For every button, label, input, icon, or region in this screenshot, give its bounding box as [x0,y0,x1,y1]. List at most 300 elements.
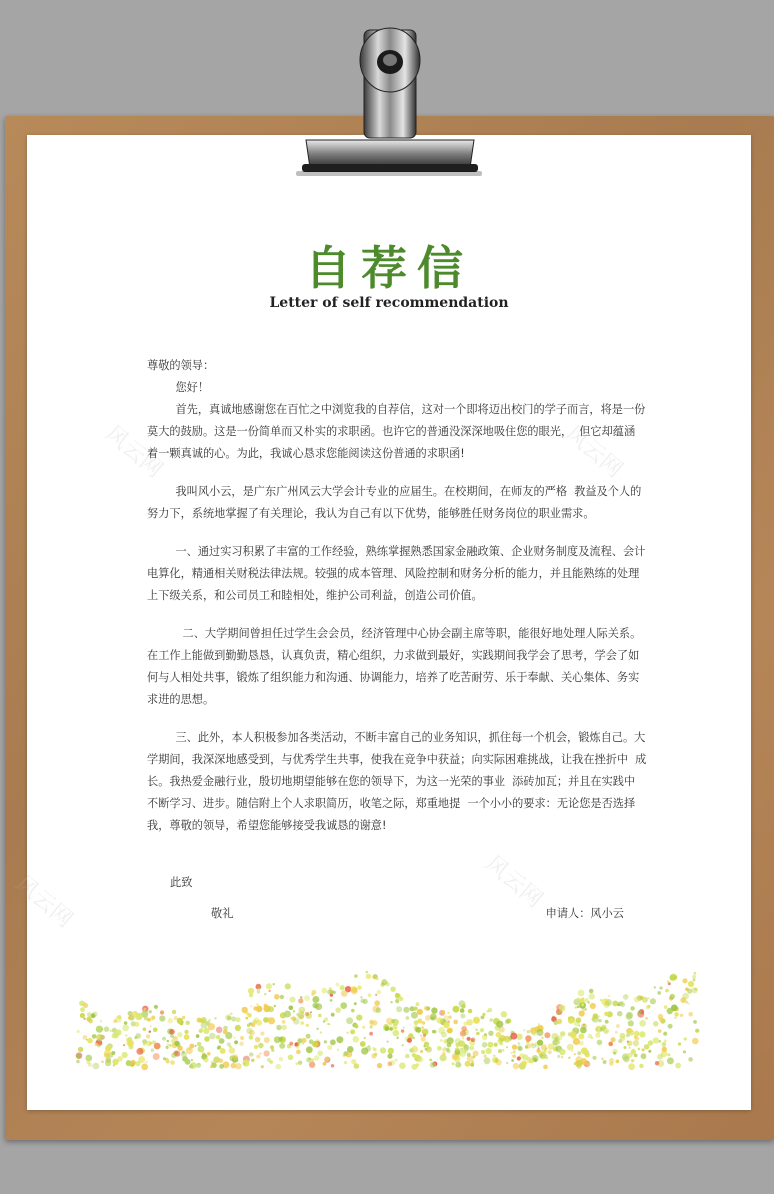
meadow-dot [395,1059,398,1062]
meadow-dot [312,996,319,1003]
meadow-dot [92,1034,97,1039]
meadow-dot [648,997,650,999]
meadow-dot [593,1013,599,1019]
meadow-dot [684,1037,687,1040]
meadow-dot [615,1031,618,1034]
meadow-dot [249,1030,255,1036]
meadow-dot [634,1031,640,1037]
meadow-dot [447,1028,452,1033]
meadow-dot [387,1041,389,1043]
meadow-dot [375,994,377,996]
meadow-dot [631,1059,634,1062]
meadow-dot [521,1061,527,1067]
meadow-dot [204,1058,209,1063]
meadow-dot [391,1001,393,1003]
meadow-dot [390,987,395,992]
meadow-dot [371,1053,376,1058]
meadow-dot [600,999,603,1002]
meadow-dot [169,1029,175,1035]
meadow-dot [124,1021,128,1025]
meadow-dot [537,1029,544,1036]
meadow-dot [490,1018,493,1021]
meadow-dot [403,1027,405,1029]
meadow-dot [467,1037,471,1041]
meadow-dot [306,1034,311,1039]
meadow-dot [111,1051,115,1055]
letter-line: 着一颗真诚的心。为此，我诚心恳求您能阅读这份普通的求职函! [147,447,465,460]
meadow-dot [347,1032,349,1034]
meadow-dot [368,1045,370,1047]
meadow-dot [306,1024,309,1027]
meadow-dot [553,1020,558,1025]
meadow-dot [571,1050,573,1052]
meadow-dot [634,996,640,1002]
meadow-dot [662,1047,667,1052]
meadow-dot [154,1005,158,1009]
meadow-dot [274,1005,276,1007]
meadow-dot [571,1033,577,1039]
meadow-dot [470,1061,474,1065]
meadow-dot [167,1043,170,1046]
meadow-dot [506,1046,508,1048]
meadow-dot [184,1030,188,1034]
meadow-dot [312,1041,318,1047]
meadow-dot [474,1018,480,1024]
meadow-dot [663,1032,667,1036]
meadow-dot [279,1043,285,1049]
title-chinese: 自荐信 [305,241,473,295]
meadow-dot [405,1054,410,1059]
meadow-dot [149,1031,151,1033]
meadow-dot [392,1019,399,1026]
meadow-dot [113,1064,115,1066]
meadow-dot [460,1014,465,1019]
meadow-dot [377,1063,382,1068]
meadow-dot [227,1042,231,1046]
meadow-dot [420,1035,422,1037]
meadow-dot [568,1018,574,1024]
meadow-dot [447,1012,449,1014]
meadow-dot [149,1010,152,1013]
meadow-dot [665,989,669,993]
meadow-dot [502,1049,505,1052]
meadow-dot [327,990,332,995]
meadow-dot [471,1038,476,1043]
meadow-dot [473,1051,479,1057]
meadow-dot [146,1034,150,1038]
meadow-dot [248,988,254,994]
letter-line: 电算化，精通相关财税法律法规。较强的成本管理、风险控制和财务分析的能力，并且能熟练的处理 [147,567,640,580]
meadow-dot [122,1025,129,1032]
meadow-dot [694,972,697,975]
meadow-dot [256,1054,260,1058]
meadow-dot [425,1048,428,1051]
meadow-dot [668,1024,673,1029]
meadow-dot [580,998,585,1003]
meadow-dot [578,990,585,997]
meadow-dot [617,1004,620,1007]
meadow-dot [363,999,368,1004]
meadow-dot [494,1058,498,1062]
meadow-dot [336,1036,343,1043]
meadow-dot [219,1038,225,1044]
meadow-dot [421,1037,426,1042]
meadow-dot [685,1001,688,1004]
meadow-dot [568,1057,570,1059]
meadow-dot [377,990,381,994]
meadow-dot [362,1026,365,1029]
meadow-dot [104,1053,110,1059]
meadow-dot [301,1038,306,1043]
meadow-dot [285,983,291,989]
meadow-dot [414,1054,418,1058]
meadow-dot [567,1044,574,1051]
meadow-dot [674,1017,676,1019]
meadow-dot [557,1055,560,1058]
meadow-dot [425,1015,431,1021]
meadow-dot [667,1057,674,1064]
meadow-dot [688,1012,693,1017]
meadow-dot [417,1056,423,1062]
meadow-dot [234,1040,238,1044]
meadow-dot [176,1043,181,1048]
meadow-dot [305,1012,309,1016]
meadow-dot [373,1048,377,1052]
meadow-dot [430,1014,437,1021]
meadow-dot [415,1027,421,1033]
closing-text: 此致 [170,876,193,889]
meadow-dot [557,1035,562,1040]
meadow-dot [171,1053,176,1058]
letter-line: 您好！ [147,381,210,394]
meadow-dot [101,1061,104,1064]
meadow-dot [416,1063,420,1067]
meadow-dot [96,1035,101,1040]
meadow-dot [282,1025,287,1030]
meadow-dot [340,1002,347,1009]
meadow-dot [122,1052,128,1058]
meadow-dot [537,1040,543,1046]
meadow-dot [143,1008,146,1011]
meadow-dot [268,1017,275,1024]
meadow-dot [424,1006,429,1011]
meadow-dot [559,1005,566,1012]
meadow-dot [611,1037,616,1042]
flower-meadow-decoration [78,967,698,1067]
meadow-dot [315,1003,322,1010]
meadow-dot [267,1058,271,1062]
meadow-dot [617,1011,623,1017]
meadow-dot [658,1029,662,1033]
meadow-dot [360,996,362,998]
meadow-dot [152,1040,156,1044]
meadow-dot [511,1059,514,1062]
meadow-dot [128,1016,132,1020]
meadow-dot [288,1055,294,1061]
meadow-dot [280,995,284,999]
watermark: 风云网 [480,851,548,913]
meadow-dot [688,981,694,987]
meadow-dot [587,1001,589,1003]
meadow-dot [577,1006,580,1009]
meadow-dot [459,1050,466,1057]
meadow-dot [612,1001,618,1007]
meadow-dot [276,1025,282,1031]
meadow-dot [274,994,280,1000]
meadow-dot [387,1054,392,1059]
meadow-dot [420,1050,423,1053]
letter-line: 不断学习、进步。随信附上个人求职简历，收笔之际，郑重地提 一个小小的要求：无论您是否选择 [147,797,636,810]
meadow-dot [460,1031,466,1037]
meadow-dot [510,1033,517,1040]
meadow-dot [143,1043,146,1046]
meadow-dot [414,1007,418,1011]
meadow-dot [577,1060,583,1066]
meadow-dot [407,1038,412,1043]
meadow-dot [278,1037,282,1041]
meadow-dot [236,1017,241,1022]
meadow-dot [234,1037,236,1039]
letter-line: 学期间，我深深地感受到，与优秀学生共事，使我在竞争中获益；向实际困难挑战，让我在挫折中 成 [147,753,647,766]
meadow-dot [585,1008,587,1010]
meadow-dot [298,998,303,1003]
meadow-dot [104,1026,110,1032]
meadow-dot [254,1045,258,1049]
meadow-dot [695,1029,699,1033]
meadow-dot [141,1064,148,1071]
meadow-dot [608,1042,613,1047]
meadow-dot [559,1049,565,1055]
meadow-dot [83,1018,85,1020]
meadow-dot [351,988,358,995]
meadow-dot [306,1057,311,1062]
meadow-dot [595,1033,600,1038]
meadow-dot [182,1051,185,1054]
meadow-dot [366,971,369,974]
meadow-dot [244,1063,246,1065]
meadow-dot [293,1010,295,1012]
meadow-dot [296,1050,301,1055]
meadow-dot [525,1035,531,1041]
meadow-dot [113,1032,119,1038]
meadow-dot [627,1041,629,1043]
meadow-dot [207,1052,211,1056]
meadow-dot [249,1052,253,1056]
meadow-dot [149,1042,152,1045]
meadow-dot [256,1020,262,1026]
meadow-dot [659,986,662,989]
meadow-dot [209,1033,216,1040]
meadow-dot [609,1062,613,1066]
meadow-dot [220,1048,226,1054]
meadow-dot [578,1033,584,1039]
meadow-dot [432,1030,436,1034]
meadow-dot [249,1022,252,1025]
meadow-dot [682,993,689,1000]
meadow-dot [605,1020,609,1024]
meadow-dot [613,1052,616,1055]
meadow-dot [80,1007,85,1012]
meadow-dot [316,1028,319,1031]
meadow-dot [396,1037,399,1040]
meadow-dot [531,1043,533,1045]
meadow-dot [138,1056,145,1063]
meadow-dot [460,1008,465,1013]
meadow-dot [271,1049,274,1052]
meadow-dot [346,1017,353,1024]
meadow-dot [437,1046,442,1051]
meadow-dot [580,1027,587,1034]
meadow-dot [602,998,609,1005]
meadow-dot [583,1024,586,1027]
meadow-dot [585,1053,590,1058]
meadow-dot [390,1027,393,1030]
meadow-dot [664,1005,668,1009]
meadow-dot [628,1063,635,1070]
meadow-dot [414,1020,419,1025]
salute-text: 敬礼 [211,907,234,920]
meadow-dot [216,1035,220,1039]
meadow-dot [255,1037,261,1043]
meadow-dot [300,1021,304,1025]
meadow-dot [687,989,692,994]
meadow-dot [463,1022,467,1026]
meadow-dot [368,994,372,998]
meadow-dot [453,1006,460,1013]
meadow-dot [616,1060,620,1064]
meadow-dot [650,998,656,1004]
meadow-dot [403,1007,409,1013]
meadow-dot [635,1036,640,1041]
meadow-dot [460,1048,463,1051]
meadow-dot [268,990,270,992]
meadow-dot [393,1030,400,1037]
meadow-dot [197,1042,202,1047]
meadow-dot [628,1020,634,1026]
meadow-dot [347,1046,354,1053]
meadow-dot [311,1059,314,1062]
meadow-dot [366,974,371,979]
meadow-dot [462,1037,464,1039]
meadow-dot [117,1056,122,1061]
meadow-dot [388,1062,393,1067]
meadow-dot [218,1045,222,1049]
meadow-dot [324,1040,327,1043]
meadow-dot [170,1034,174,1038]
meadow-dot [482,1035,487,1040]
meadow-dot [240,1036,244,1040]
meadow-dot [538,1047,540,1049]
meadow-dot [106,1046,109,1049]
meadow-dot [480,1028,484,1032]
meadow-dot [145,1061,148,1064]
meadow-dot [350,1029,355,1034]
meadow-dot [330,1039,336,1045]
meadow-dot [80,1013,85,1018]
meadow-dot [83,1003,88,1008]
meadow-dot [257,990,261,994]
meadow-dot [200,1047,205,1052]
meadow-dot [411,1046,418,1053]
meadow-dot [506,1062,508,1064]
meadow-dot [548,1050,552,1054]
letter-line: 长。我热爱金融行业，殷切地期望能够在您的领导下，为这一光荣的事业 添砖加瓦；并且在实践中 [147,775,636,788]
meadow-dot [86,1060,90,1064]
watermark: 风云网 [10,871,78,933]
meadow-dot [235,1025,241,1031]
meadow-dot [628,1029,634,1035]
meadow-dot [381,979,387,985]
letter-line: 莫大的鼓励。这是一份简单而又朴实的求职函。也许它的普通没深深地吸住您的眼光， 但它却蕴涵 [147,425,636,438]
meadow-dot [455,1062,461,1068]
meadow-dot [213,1056,220,1063]
meadow-dot [667,1008,673,1014]
meadow-dot [481,1016,485,1020]
meadow-dot [496,1021,503,1028]
meadow-dot [604,1012,608,1016]
meadow-dot [388,1048,394,1054]
meadow-dot [482,1042,488,1048]
meadow-dot [369,1032,373,1036]
meadow-dot [160,1010,164,1014]
meadow-dot [134,1022,139,1027]
meadow-dot [447,1020,450,1023]
meadow-dot [484,1057,491,1064]
meadow-dot [644,1044,649,1049]
meadow-dot [412,1037,415,1040]
meadow-dot [354,974,358,978]
letter-line: 尊敬的领导： [147,359,215,372]
watermark: 风云网 [100,421,168,483]
meadow-dot [282,1020,286,1024]
meadow-dot [310,1011,312,1013]
meadow-dot [476,1032,480,1036]
meadow-dot [354,1024,358,1028]
meadow-dot [268,1006,274,1012]
meadow-dot [639,1031,645,1037]
meadow-dot [298,1061,302,1065]
meadow-dot [153,1053,160,1060]
meadow-dot [444,1015,449,1020]
meadow-dot [577,1051,581,1055]
meadow-dot [227,1016,232,1021]
meadow-dot [159,1015,165,1021]
meadow-dot [351,1059,356,1064]
letter-line: 我，尊敬的领导，希望您能够接受我诚恳的谢意! [147,819,387,832]
meadow-dot [201,1017,207,1023]
meadow-dot [620,1003,625,1008]
meadow-dot [166,1046,169,1049]
meadow-dot [289,1042,293,1046]
meadow-dot [189,1064,193,1068]
meadow-dot [251,1059,254,1062]
meadow-dot [304,995,310,1001]
meadow-dot [620,1036,625,1041]
meadow-dot [77,1030,80,1033]
meadow-dot [356,1015,362,1021]
meadow-dot [518,1046,523,1051]
letter-line: 三、此外，本人积极参加各类活动，不断丰富自己的业务知识，抓住每一个机会，锻炼自己。大 [147,731,646,744]
meadow-dot [123,1044,125,1046]
meadow-dot [327,1045,332,1050]
meadow-dot [395,999,399,1003]
meadow-dot [258,988,260,990]
meadow-dot [505,1019,510,1024]
meadow-dot [167,1040,169,1042]
meadow-dot [448,1016,451,1019]
meadow-dot [424,1042,429,1047]
meadow-dot [328,1023,330,1025]
